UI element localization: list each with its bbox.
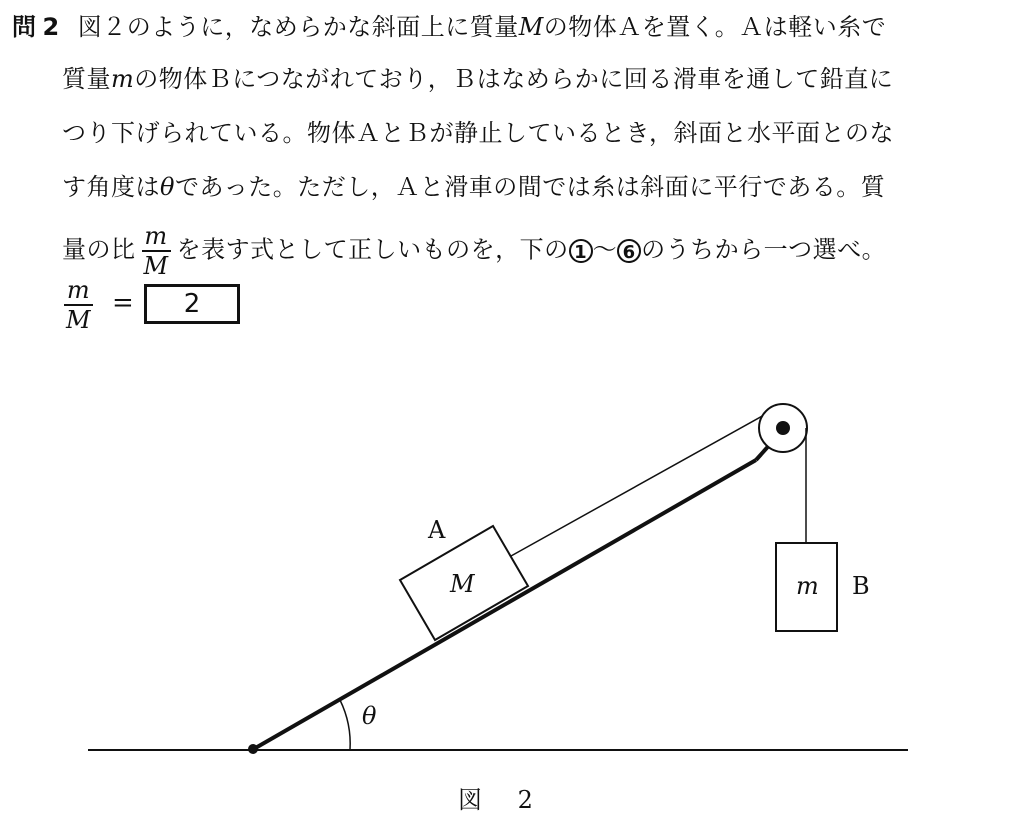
fraction-denominator: M: [143, 252, 169, 280]
text-segment: であった。ただし，Ａと滑車の間では糸は斜面に平行である。質: [174, 173, 886, 201]
text-segment: つり下げられている。物体ＡとＢが静止しているとき，斜面と水平面とのな: [62, 119, 895, 147]
variable-M: M: [518, 13, 544, 41]
choice-number-last: 6: [617, 239, 641, 263]
text-segment: 量の比: [62, 235, 136, 264]
block-B-label: B: [852, 572, 870, 600]
text-segment: を表す式として正しいものを，下の: [176, 235, 569, 264]
incline-base-pivot: [248, 744, 258, 754]
variable-m: m: [111, 65, 135, 93]
string-A-to-pulley: [511, 405, 782, 556]
equation-denominator: M: [66, 306, 91, 334]
equals-sign: =: [112, 288, 134, 318]
answer-box: 2: [144, 284, 240, 324]
angle-label: θ: [362, 702, 377, 730]
block-A-mass: M: [450, 570, 475, 598]
figure-caption: 図 2: [458, 786, 547, 814]
block-A-label: A: [428, 516, 446, 544]
text-segment: す角度は: [62, 173, 160, 201]
question-label: 問: [12, 13, 37, 41]
text-segment: のうちから一つ選べ。: [641, 235, 887, 264]
question-number: 2: [42, 13, 60, 41]
text-segment: の物体Ａを置く。Ａは軽い糸で: [543, 13, 887, 41]
angle-arc: [340, 700, 350, 750]
text-segment: 質量: [62, 65, 111, 93]
variable-theta: θ: [160, 173, 175, 201]
text-segment: の物体Ｂにつながれており，Ｂはなめらかに回る滑車を通して鉛直に: [134, 65, 894, 93]
equation-numerator: m: [66, 276, 90, 304]
fraction-numerator: m: [144, 222, 168, 250]
block-B-mass: m: [796, 572, 819, 600]
choice-number-first: 1: [569, 239, 593, 263]
text-segment: 図２のように，なめらかな斜面上に質量: [77, 13, 519, 41]
incline-surface: [252, 460, 756, 750]
text-segment: ～: [592, 235, 618, 264]
pulley-axle: [776, 421, 790, 435]
